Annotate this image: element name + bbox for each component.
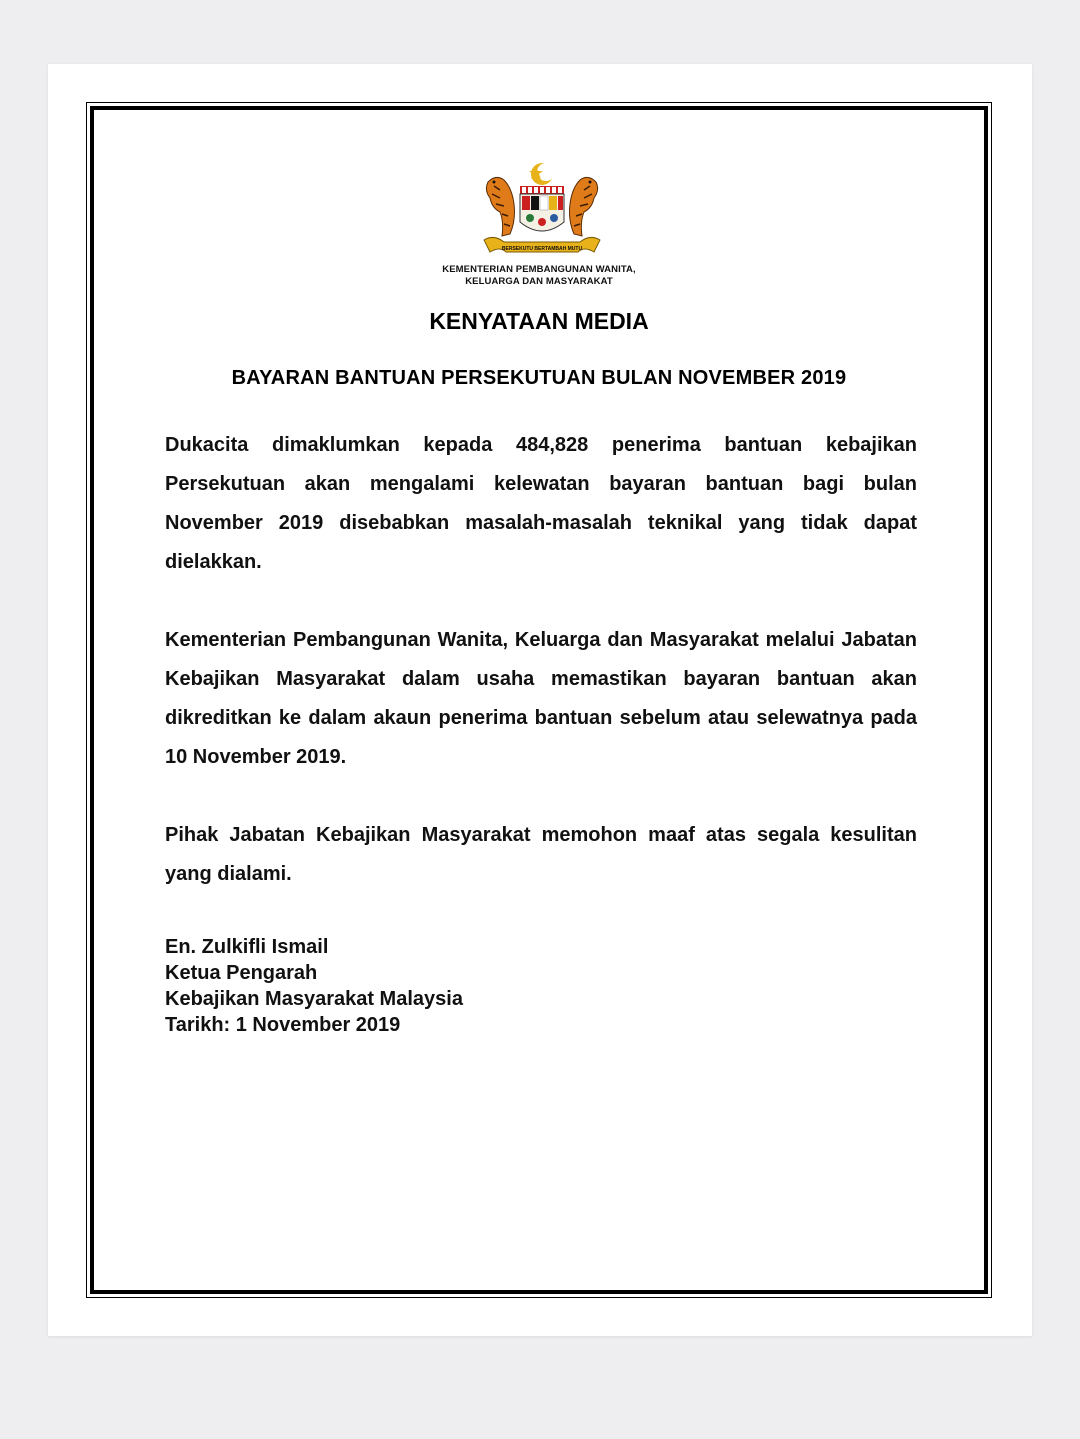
svg-text:BERSEKUTU BERTAMBAH MUTU: BERSEKUTU BERTAMBAH MUTU bbox=[501, 246, 583, 252]
inner-border bbox=[90, 106, 988, 1294]
paragraph-1: Dukacita dimaklumkan kepada 484,828 penerima bantuan kebajikan Persekutuan akan mengalami kelewatan bayaran bantuan bagi bulan November 2019 disebabkan masalah-masalah teknikal yang tidak dapat dielakkan. bbox=[165, 434, 917, 573]
document-page bbox=[48, 64, 1032, 1336]
ministry-name-line1: KEMENTERIAN PEMBANGUNAN WANITA, bbox=[442, 264, 636, 275]
paragraph-2: Kementerian Pembangunan Wanita, Keluarga dan Masyarakat melalui Jabatan Kebajikan Masyarakat dalam usaha memastikan bayaran bantuan akan dikreditkan ke dalam akaun penerima bantuan sebelum atau selewatnya pada 10 November 2019. bbox=[165, 629, 917, 768]
document-subtitle: BAYARAN BANTUAN PERSEKUTUAN BULAN NOVEMBER 2019 bbox=[231, 367, 847, 389]
signatory-department: Kebajikan Masyarakat Malaysia bbox=[165, 988, 463, 1010]
malaysia-coat-of-arms-logo bbox=[474, 160, 610, 260]
signatory-position: Ketua Pengarah bbox=[165, 962, 318, 984]
paragraph-3: Pihak Jabatan Kebajikan Masyarakat memohon maaf atas segala kesulitan yang dialami. bbox=[165, 824, 917, 885]
ministry-name bbox=[94, 264, 984, 288]
double-border-frame bbox=[86, 102, 992, 1298]
document-date: Tarikh: 1 November 2019 bbox=[165, 1014, 401, 1036]
document-title: KENYATAAN MEDIA bbox=[429, 308, 649, 334]
signature-block bbox=[165, 934, 463, 1038]
ministry-name-line2: KELUARGA DAN MASYARAKAT bbox=[465, 276, 613, 287]
signatory-name: En. Zulkifli Ismail bbox=[165, 936, 329, 958]
document-content bbox=[94, 110, 984, 1290]
